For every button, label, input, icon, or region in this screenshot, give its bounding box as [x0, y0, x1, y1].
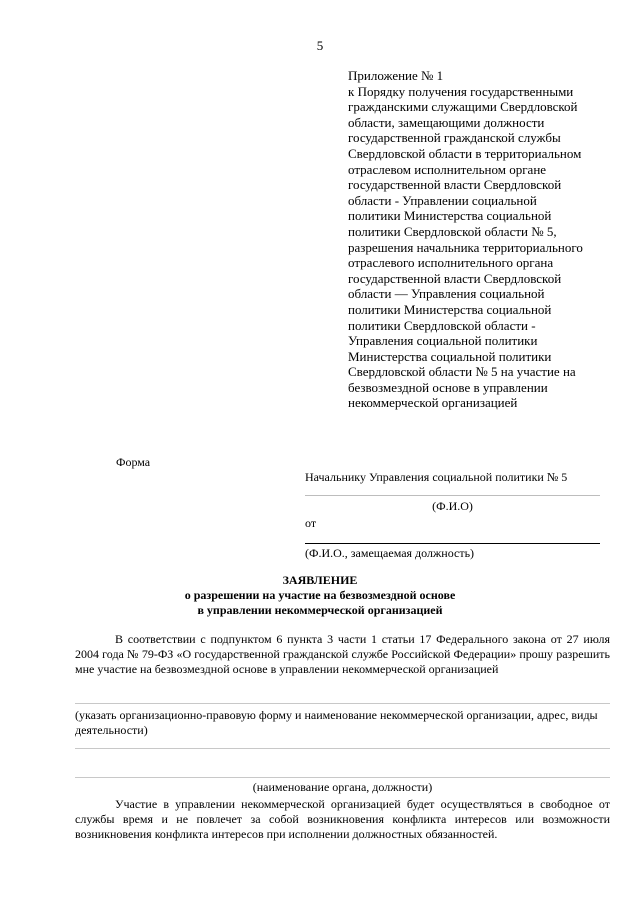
body-paragraph-1: В соответствии с подпунктом 6 пункта 3 части 1 статьи 17 Федерального закона от 27 июля 2004 года № 79-ФЗ «О государственной гражданской службе Российской Федерации» прошу разрешить мне участие на безвозмездной основе в управлении некоммерческой организацией	[75, 632, 610, 676]
appendix-line: политики Министерства социальной	[348, 208, 552, 224]
blank-line-1	[75, 748, 610, 749]
page-number: 5	[316, 38, 324, 53]
appendix-line: некоммерческой организацией	[348, 395, 518, 411]
body-paragraph-2: Участие в управлении некоммерческой организацией будет осуществляться в свободное от службы время и не повлечет за собой возникновения конфликта интересов или возможности возникновения конфликта интересов при исполнении должностных обязанностей.	[75, 797, 610, 841]
appendix-line: государственной власти Свердловской	[348, 177, 562, 193]
addressee-fio-line	[305, 495, 600, 496]
addressee-from-caption: (Ф.И.О., замещаемая должность)	[305, 546, 475, 560]
appendix-line: разрешения начальника территориального	[348, 239, 583, 255]
document-title	[0, 573, 640, 618]
appendix-line: Свердловской области № 5 на участие на	[348, 364, 576, 380]
appendix-line: Министерства социальной политики	[348, 348, 552, 364]
appendix-line: отраслевого исполнительного органа	[348, 255, 554, 271]
appendix-line: области — Управления социальной	[348, 286, 545, 302]
form-label: Форма	[116, 455, 151, 469]
appendix-header	[348, 68, 623, 411]
addressee-fio-caption: (Ф.И.О)	[432, 499, 473, 513]
addressee-from-label: от	[305, 516, 317, 530]
blank-line-2	[75, 777, 610, 778]
appendix-line: отраслевом исполнительном органе	[348, 161, 547, 177]
appendix-line: безвозмездной основе в управлении	[348, 379, 548, 395]
title-line-3: в управлении некоммерческой организацией	[197, 603, 443, 617]
appendix-line: политики Свердловской области № 5,	[348, 223, 557, 239]
addressee-from-line	[305, 543, 600, 544]
appendix-line: гражданскими служащими Свердловской	[348, 99, 578, 115]
appendix-line: Приложение № 1	[348, 68, 444, 83]
addressee-block	[305, 470, 600, 561]
title-line-2: о разрешении на участие на безвозмездной основе	[184, 588, 456, 602]
appendix-line: государственной власти Свердловской	[348, 270, 562, 286]
appendix-line: Свердловской области в территориальном	[348, 145, 582, 161]
organization-line	[75, 703, 610, 704]
title-line-1: ЗАЯВЛЕНИЕ	[282, 573, 358, 587]
organization-caption: (указать организационно-правовую форму и наименование некоммерческой организации, адрес, виды деятельности)	[75, 708, 598, 737]
appendix-line: политики Министерства социальной	[348, 301, 552, 317]
appendix-line: к Порядку получения государственными	[348, 83, 574, 99]
appendix-line: политики Свердловской области -	[348, 317, 536, 333]
appendix-line: государственной гражданской службы	[348, 130, 561, 146]
appendix-line: области, замещающими должности	[348, 114, 545, 130]
appendix-line: Управления социальной политики	[348, 333, 538, 349]
addressee-to: Начальнику Управления социальной политики № 5	[305, 470, 568, 484]
appendix-line: области - Управлении социальной	[348, 192, 537, 208]
organ-caption: (наименование органа, должности)	[252, 780, 433, 794]
